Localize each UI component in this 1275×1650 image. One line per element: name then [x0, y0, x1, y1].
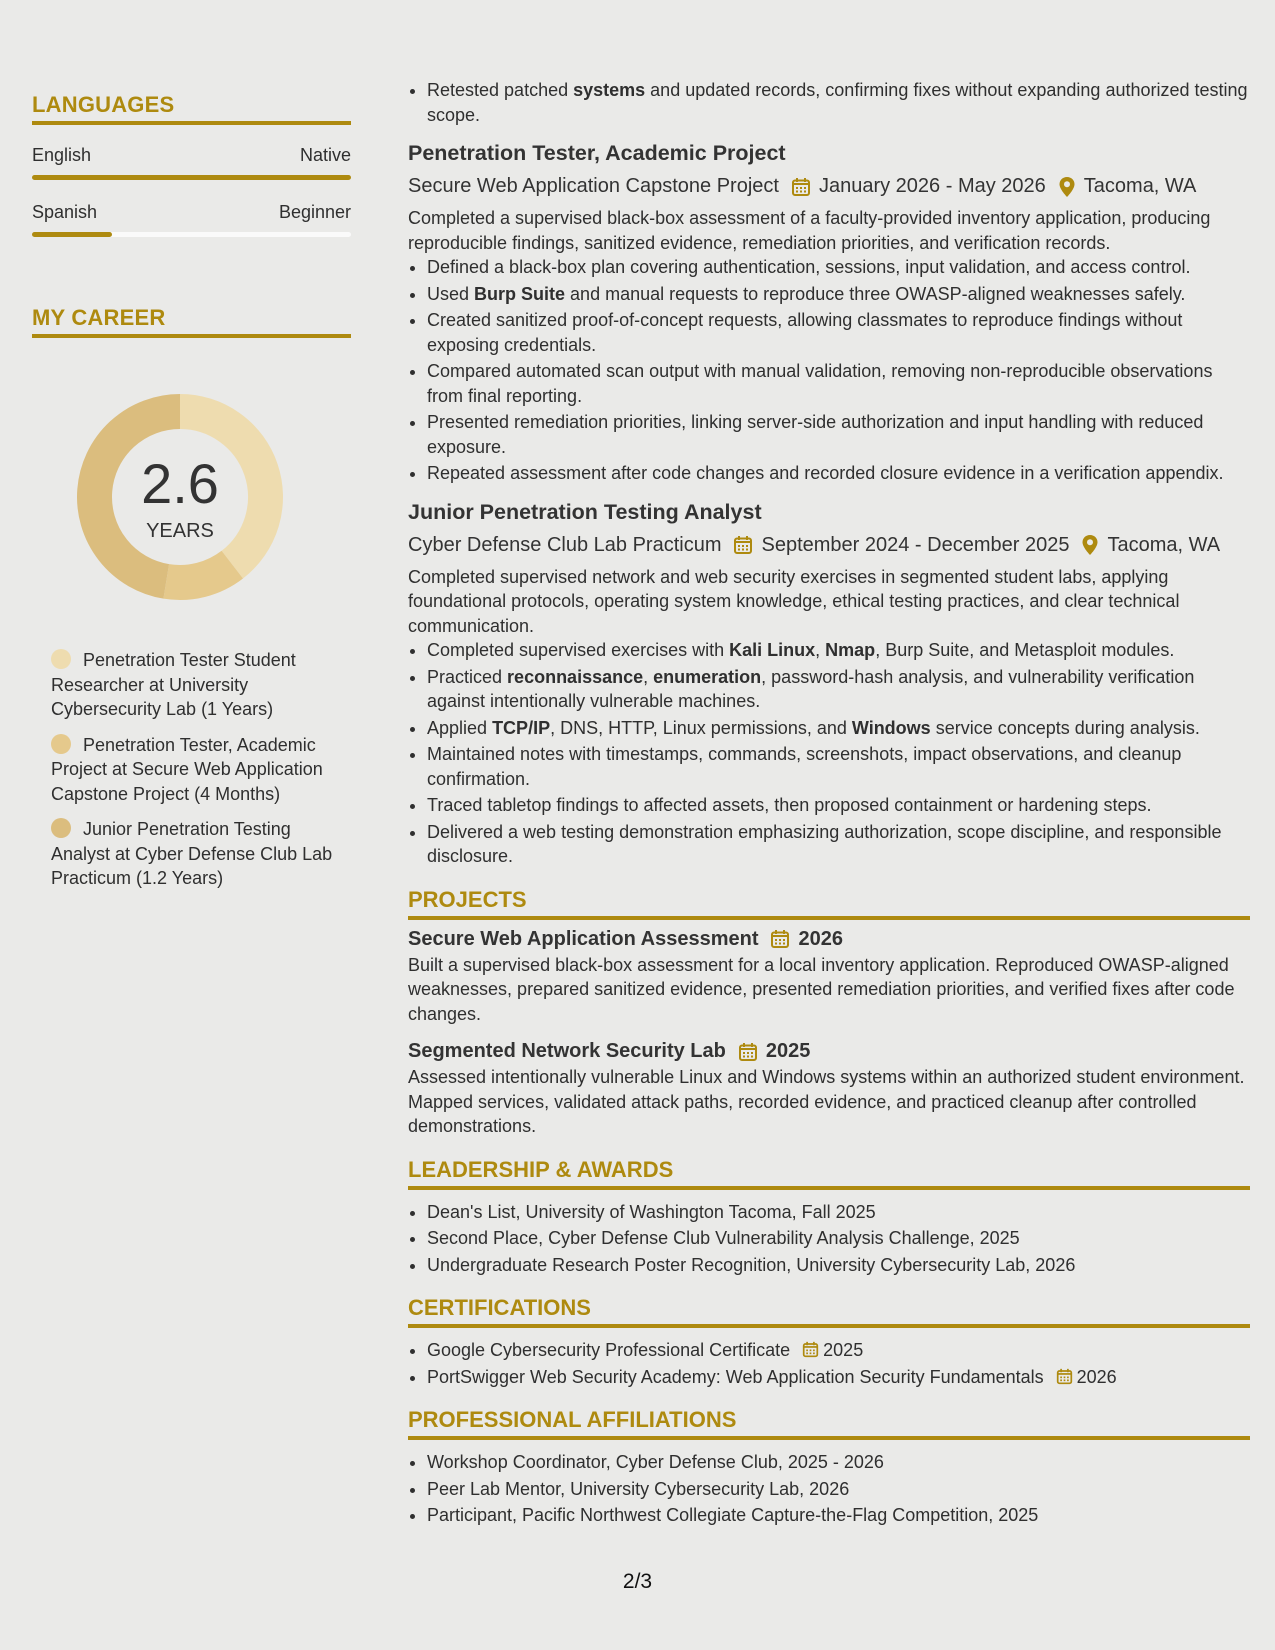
project-title: Segmented Network Security Lab — [408, 1040, 726, 1062]
award-item: • Undergraduate Research Poster Recognition, University Cybersecurity Lab, 2026 — [427, 1253, 1250, 1278]
language-level: Beginner — [278, 202, 351, 222]
certification-item — [427, 1338, 1250, 1363]
role-organization: Secure Web Application Capstone Project — [408, 175, 779, 197]
role-meta — [408, 534, 1250, 557]
language-item — [32, 202, 351, 237]
award-item: • Dean's List, University of Washington Tacoma, Fall 2025 — [427, 1200, 1250, 1225]
bullet-item — [427, 410, 1250, 459]
text-run: Practiced — [427, 666, 508, 687]
project-title-row — [408, 928, 1250, 951]
projects-list — [408, 928, 1250, 1139]
career-legend-label: Penetration Tester, Academic Project at Secure Web Application Capstone Project (4 Months) — [51, 734, 323, 804]
project-title-row — [408, 1040, 1250, 1063]
awards-heading: LEADERSHIP & AWARDS — [408, 1157, 1250, 1190]
bold-keyword: Kali Linux — [729, 640, 816, 660]
bold-keyword: reconnaissance — [507, 666, 644, 687]
role-bullets — [408, 638, 1250, 869]
donut-center — [65, 382, 295, 612]
language-level-fill — [32, 175, 351, 180]
bullet-item — [427, 820, 1250, 869]
legend-color-dot — [51, 649, 71, 669]
certification-name: Google Cybersecurity Professional Certificate — [427, 1340, 791, 1360]
role-location: Tacoma, WA — [1107, 533, 1221, 556]
affiliations-heading: PROFESSIONAL AFFILIATIONS — [408, 1407, 1250, 1440]
bullet-item — [427, 359, 1250, 408]
continued-bullets — [408, 78, 1250, 127]
bold-keyword: enumeration — [653, 666, 762, 687]
bullet-item — [427, 716, 1250, 741]
role-meta — [408, 175, 1250, 198]
certification-year: 2025 — [823, 1340, 864, 1360]
text-run: Completed supervised exercises with — [427, 640, 730, 660]
text-run: Traced tabletop findings to affected assets, then proposed containment or hardening steps. — [427, 795, 1152, 815]
language-row — [32, 145, 351, 166]
text-run: Presented remediation priorities, linking server-side authorization and input handling with reduced exposure. — [427, 412, 1204, 457]
location-pin-icon — [1081, 534, 1099, 556]
role-bullets — [408, 255, 1250, 486]
bullet-item — [427, 78, 1250, 127]
bold-keyword: Burp Suite — [474, 283, 566, 304]
bold-keyword: TCP/IP — [492, 717, 551, 738]
calendar-icon — [733, 535, 753, 555]
legend-color-dot — [51, 818, 71, 838]
award-item: • Second Place, Cyber Defense Club Vulnerability Analysis Challenge, 2025 — [427, 1226, 1250, 1251]
language-name: English — [32, 145, 92, 165]
text-run: Defined a black-box plan covering authentication, sessions, input validation, and access control. — [427, 257, 1191, 277]
text-run: , Burp Suite, and Metasploit modules. — [875, 640, 1175, 660]
text-run: Retested patched — [427, 80, 574, 100]
certifications-heading: CERTIFICATIONS — [408, 1295, 1250, 1328]
text-run: Repeated assessment after code changes and recorded closure evidence in a verification appendix. — [427, 463, 1224, 483]
project-title: Secure Web Application Assessment — [408, 927, 759, 950]
main-content — [408, 78, 1250, 1530]
text-run: service concepts during analysis. — [930, 717, 1200, 738]
text-run: Applied — [427, 717, 493, 738]
bullet-item — [427, 255, 1250, 280]
bold-keyword: Windows — [851, 717, 931, 738]
project-year: 2026 — [798, 927, 843, 950]
career-years-unit: YEARS — [146, 520, 214, 542]
bullet-item — [427, 638, 1250, 663]
project-year: 2025 — [765, 1040, 811, 1062]
role-title: Junior Penetration Testing Analyst — [408, 499, 762, 524]
text-run: and manual requests to reproduce three OWASP-aligned weaknesses safely. — [565, 283, 1186, 304]
calendar-icon — [770, 929, 790, 949]
text-run: Used — [427, 283, 475, 304]
bullet-item — [427, 793, 1250, 818]
certifications-list — [408, 1338, 1250, 1389]
project-description: Assessed intentionally vulnerable Linux and Windows systems within an authorized student environment. Mapped services, validated attack paths, recorded evidence, and practiced cleanup after controlled demonstrations. — [408, 1067, 1245, 1136]
language-level: Native — [299, 145, 351, 165]
career-heading: MY CAREER — [32, 305, 351, 338]
career-legend-item — [51, 817, 351, 891]
location-pin-icon — [1058, 176, 1076, 198]
bullet-item — [427, 742, 1250, 791]
awards-list — [408, 1200, 1250, 1278]
role-title: Penetration Tester, Academic Project — [408, 141, 786, 165]
experience-entry — [408, 500, 1250, 869]
bullet-item — [427, 282, 1250, 307]
language-level-bar — [32, 175, 351, 180]
role-summary: Completed supervised network and web security exercises in segmented student labs, applying foundational protocols, operating system knowledge, ethical testing practices, and clear technical communication. — [408, 566, 1180, 636]
certification-year: 2026 — [1076, 1366, 1117, 1387]
text-run: and updated records, confirming fixes without expanding authorized testing scope. — [427, 80, 1248, 125]
page-number: 2/3 — [622, 1570, 653, 1593]
bold-keyword: systems — [573, 80, 646, 100]
career-legend — [32, 648, 351, 891]
languages-heading: LANGUAGES — [32, 92, 351, 125]
bullet-item — [427, 461, 1250, 486]
certification-name: PortSwigger Web Security Academy: Web Application Security Fundamentals — [427, 1366, 1044, 1387]
project-description: Built a supervised black-box assessment for a local inventory application. Reproduced OWASP-aligned weaknesses, prepared sanitized evidence, presented remediation priorities, and verified fixes after code changes. — [408, 954, 1235, 1024]
text-run: Compared automated scan output with manual validation, removing non-reproducible observations from final reporting. — [427, 361, 1213, 406]
career-legend-item — [51, 648, 351, 722]
sidebar — [32, 92, 351, 902]
career-legend-item — [51, 733, 351, 807]
text-run: Maintained notes with timestamps, commands, screenshots, impact observations, and cleanup confirmation. — [427, 744, 1182, 789]
bold-keyword: Nmap — [825, 640, 876, 660]
career-legend-label: Junior Penetration Testing Analyst at Cyber Defense Club Lab Practicum (1.2 Years) — [51, 819, 333, 888]
languages-list — [32, 145, 351, 237]
career-donut-chart — [65, 382, 295, 612]
career-total-years: 2.6 — [141, 452, 219, 515]
bullet-item — [427, 308, 1250, 357]
role-organization: Cyber Defense Club Lab Practicum — [408, 533, 722, 556]
calendar-icon — [802, 1341, 819, 1358]
experience-roles — [408, 141, 1250, 869]
calendar-icon — [791, 177, 811, 197]
affiliations-list — [408, 1450, 1250, 1528]
role-location: Tacoma, WA — [1083, 175, 1197, 197]
legend-color-dot — [51, 734, 71, 754]
text-run: , DNS, HTTP, Linux permissions, and — [550, 717, 852, 738]
affiliation-item: • Workshop Coordinator, Cyber Defense Club, 2025 - 2026 — [427, 1450, 1250, 1475]
language-row — [32, 202, 351, 223]
text-run: , — [643, 666, 654, 687]
text-run: , — [815, 640, 826, 660]
career-legend-label: Penetration Tester Student Researcher at University Cybersecurity Lab (1 Years) — [51, 650, 296, 719]
text-run: Created sanitized proof-of-concept requests, allowing classmates to reproduce findings without exposing credentials. — [427, 310, 1183, 355]
calendar-icon — [1056, 1368, 1073, 1385]
projects-heading: PROJECTS — [408, 887, 1250, 920]
calendar-icon — [738, 1042, 758, 1062]
text-run: Delivered a web testing demonstration emphasizing authorization, scope discipline, and responsible disclosure. — [427, 821, 1222, 866]
certification-item — [427, 1365, 1250, 1390]
language-level-fill — [32, 232, 112, 237]
affiliation-item: • Peer Lab Mentor, University Cybersecurity Lab, 2026 — [427, 1477, 1250, 1502]
language-level-bar — [32, 232, 351, 237]
experience-entry — [408, 141, 1250, 486]
text-run: , password-hash analysis, and vulnerability verification against intentionally vulnerable machines. — [427, 666, 1195, 711]
role-dates: January 2026 - May 2026 — [818, 175, 1046, 197]
language-name: Spanish — [32, 202, 98, 222]
bullet-item — [427, 665, 1250, 714]
role-summary: Completed a supervised black-box assessment of a faculty-provided inventory application, producing reproducible findings, sanitized evidence, remediation priorities, and verification records. — [408, 208, 1211, 253]
role-dates: September 2024 - December 2025 — [761, 533, 1070, 556]
affiliation-item: • Participant, Pacific Northwest Collegiate Capture-the-Flag Competition, 2025 — [427, 1503, 1250, 1528]
language-item — [32, 145, 351, 180]
